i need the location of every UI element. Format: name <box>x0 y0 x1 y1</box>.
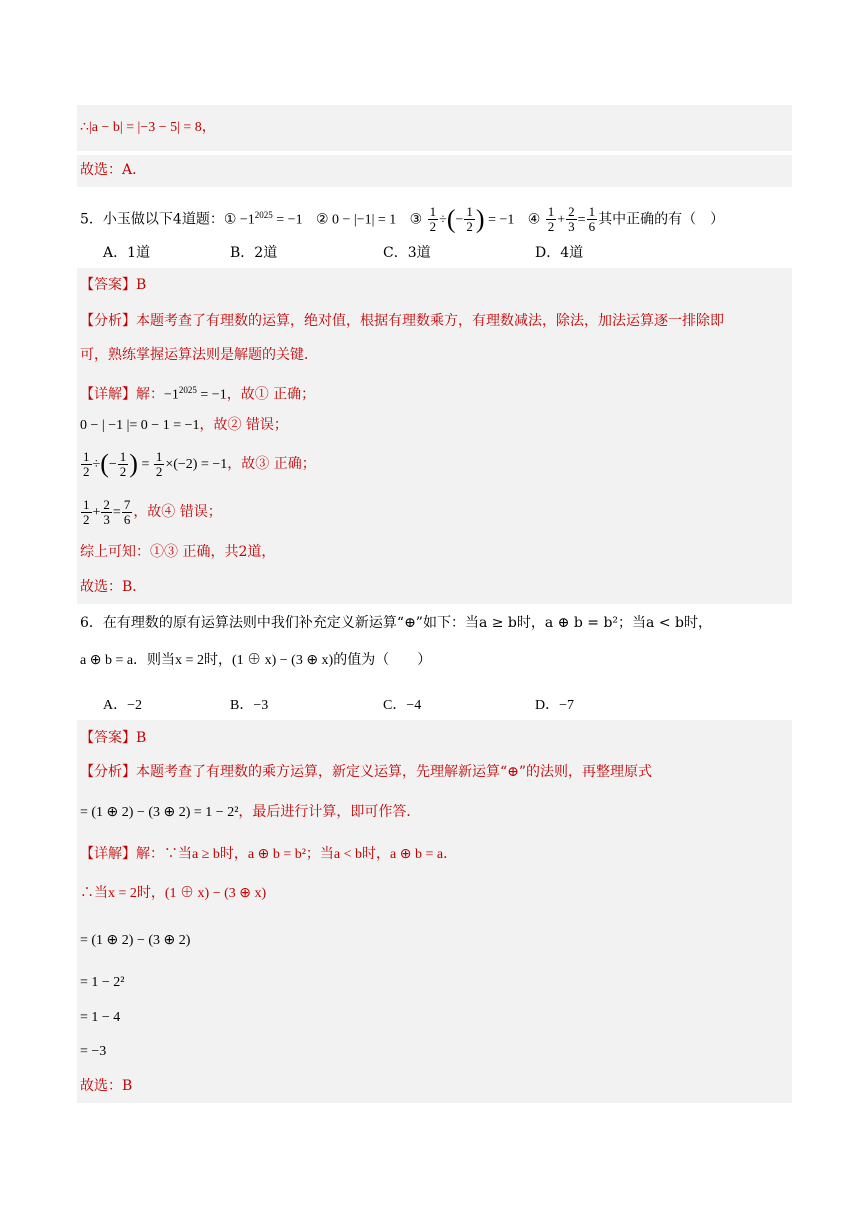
detail-text: ，故② 错误； <box>199 417 288 433</box>
fraction: $\frac{1}{2}$ <box>155 448 163 479</box>
q5-item1-exp: 2025 <box>254 210 273 220</box>
fraction: $\frac{7}{6}$ <box>123 496 131 527</box>
q6-final: 故选：B <box>80 1078 133 1094</box>
detail-math: ×(−2) = −1 <box>165 457 228 472</box>
detail-text: 解：∵当a ≥ b时，a ⊕ b = b²；当a < b时，a ⊕ b = a． <box>136 847 458 862</box>
q5-option-d: D．4道 <box>535 245 584 261</box>
q6-analysis-2 <box>80 803 420 822</box>
q6-stem-2: a ⊕ b = a．则当x = 2时，(1 ⊕ x) − (3 ⊕ x)的值为（ ） <box>80 653 432 668</box>
q5-detail-3: $\frac{1}{2}$ ÷(− $\frac{1}{2}$ ) = $\frac{1}{2}$ ×(−2) = −1，故③ 正确； <box>83 448 316 479</box>
detail-text: 解： <box>136 386 164 403</box>
detail-math: 0 − | −1 |= 0 − 1 = −1 <box>80 418 200 433</box>
fraction: $\frac{2}{3}$ <box>103 496 110 527</box>
analysis-text: ，最后进行计算，即可作答． <box>238 804 421 820</box>
analysis-math: = (1 ⊕ 2) − (3 ⊕ 2) = 1 − 2² <box>80 805 239 820</box>
q6-detail <box>80 845 457 864</box>
q6-step-4: = 1 − 4 <box>80 1010 121 1025</box>
q6-analysis-1: 【分析】本题考查了有理数的乘方运算，新定义运算，先理解新运算“⊕”的法则，再整理原式 <box>80 764 653 780</box>
choice-line: 故选：A． <box>80 162 147 178</box>
q5-detail-4: $\frac{1}{2}$ + $\frac{2}{3}$ = $\frac{7}{6}$ ，故④ 错误； <box>83 496 222 527</box>
q5-item3-rest: = −1 <box>484 212 515 228</box>
q5-stem-suffix: 其中正确的有（ ） <box>598 211 725 228</box>
q5-item2: ② 0 − |−1| = 1 <box>315 212 397 228</box>
q6-step-5: = −3 <box>80 1044 107 1059</box>
q5-analysis-1: 【分析】本题考查了有理数的运算，绝对值，根据有理数乘方，有理数减法，除法，加法运算逐一排除即 <box>80 313 724 329</box>
q6-step-1: ∴当x = 2时，(1 ⊕ x) − (3 ⊕ x) <box>80 886 267 901</box>
q5-option-c: C．3道 <box>383 245 431 261</box>
q6-option-b: B．−3 <box>230 698 269 713</box>
detail-math: −1 <box>164 387 179 403</box>
q5-item1: ① −1 <box>223 212 255 228</box>
q5-item3-label: ③ <box>409 211 423 228</box>
fraction: $\frac{1}{2}$ <box>466 204 473 235</box>
detail-math: = −1 <box>196 387 227 403</box>
solution-block-top-2 <box>77 155 792 187</box>
fraction: $\frac{1}{2}$ <box>547 204 555 235</box>
q6-option-c: C．−4 <box>383 698 422 713</box>
fraction: $\frac{1}{2}$ <box>429 204 437 235</box>
fraction: $\frac{2}{3}$ <box>568 204 575 235</box>
q5-final: 故选：B． <box>80 579 147 595</box>
fraction: $\frac{1}{2}$ <box>119 448 127 479</box>
detail-text: ，故① 正确； <box>226 386 316 403</box>
detail-text: ，故④ 错误； <box>133 504 222 520</box>
q5-stem: 5．小玉做以下4道题：① $-1^{2025} = -1$ ② 0 − |−1| = 1 ③ $\frac{1}{2}$ ÷(− $\frac{1}{2}$ ) = −1 ④ $\frac{1}{2}$ + $\frac{2}{3}$ = $\frac{1}{6}$ 其中正确的有（ ） <box>80 204 725 235</box>
detail-text: ，故③ 正确； <box>227 456 316 472</box>
detail-math-exp: 2025 <box>178 385 197 395</box>
fraction: $\frac{1}{6}$ <box>588 204 596 235</box>
fraction: $\frac{1}{2}$ <box>83 448 90 479</box>
q6-step-3: = 1 − 2² <box>80 975 125 990</box>
q5-option-b: B．2道 <box>230 245 278 261</box>
q6-option-d: D．−7 <box>535 698 575 713</box>
q5-item4-label: ④ <box>527 211 541 228</box>
q5-detail-2 <box>80 416 288 435</box>
q6-stem-1: 6．在有理数的原有运算法则中我们补充定义新运算“⊕”如下：当a ≥ b时，a ⊕ b = b²；当a < b时， <box>80 615 712 631</box>
conclusion-line: ∴|a − b| = |−3 − 5| = 8， <box>80 120 216 135</box>
q5-detail-1 <box>80 381 315 405</box>
q5-answer: 【答案】B <box>80 277 147 293</box>
q5-stem-prefix: 5．小玉做以下4道题： <box>80 211 224 228</box>
q5-analysis-2: 可，熟练掌握运算法则是解题的关键． <box>80 347 318 363</box>
q6-step-2: = (1 ⊕ 2) − (3 ⊕ 2) <box>80 933 191 948</box>
q6-answer: 【答案】B <box>80 730 147 746</box>
detail-label: 【详解】 <box>80 386 136 403</box>
q5-item1-rest: = −1 <box>272 212 303 228</box>
q6-option-a: A．−2 <box>103 698 143 713</box>
fraction: $\frac{1}{2}$ <box>83 496 90 527</box>
q5-summary: 综上可知：①③ 正确，共2道， <box>80 544 276 560</box>
detail-math: = <box>137 457 153 472</box>
q5-option-a: A．1道 <box>103 245 151 261</box>
detail-label: 【详解】 <box>80 846 136 862</box>
